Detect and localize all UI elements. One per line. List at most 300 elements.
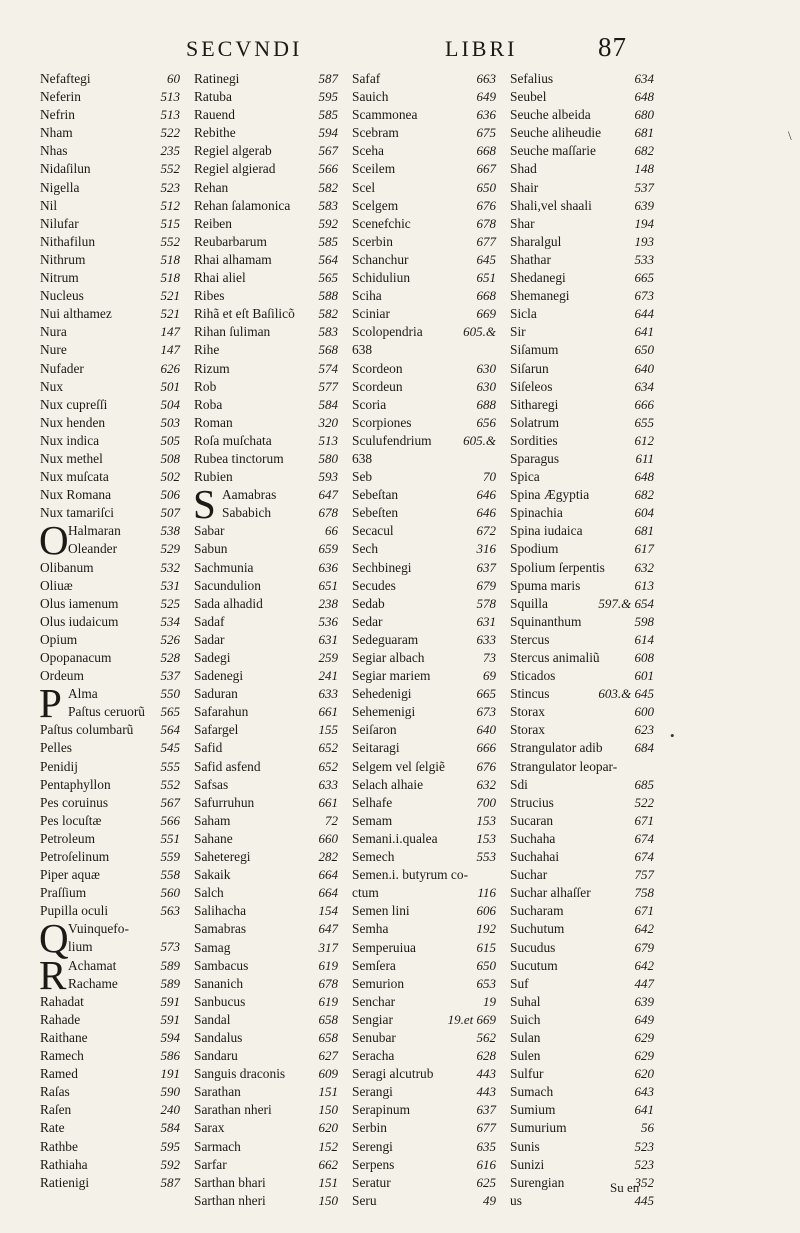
entry-page-ref: 757 [634,867,654,883]
index-entry [510,323,654,341]
entry-page-ref: 585 [318,233,338,249]
entry-page-ref: 671 [634,903,654,919]
entry-page-ref: 612 [634,432,654,448]
entry-page-ref: 584 [160,1120,180,1136]
entry-term: Sachmunia [194,559,254,575]
index-entry [352,360,496,378]
entry-term: Scelgem [352,197,399,213]
entry-page-ref: 147 [160,324,180,340]
entry-term: Suf [510,975,529,991]
catchword: Su en [610,1180,640,1195]
index-entry [352,993,496,1011]
entry-term: Nigella [40,179,80,195]
entry-term: Roſa muſchata [194,432,272,448]
entry-term: Sucudus [510,939,556,955]
entry-page-ref: 625 [476,1174,496,1190]
entry-term: Ratienigi [40,1174,90,1190]
index-entry [510,920,654,938]
index-entry [352,378,496,396]
entry-term: Spolium ſerpentis [510,559,605,575]
entry-page-ref: 522 [160,125,180,141]
entry-page-ref: 238 [318,595,338,611]
index-entry [40,179,180,197]
index-entry [40,468,180,486]
entry-page-ref: 603.& 645 [598,686,654,702]
entry-page-ref: 655 [634,414,654,430]
entry-page-ref: 153 [476,830,496,846]
entry-page-ref: 506 [160,487,180,503]
entry-page-ref: 600 [634,704,654,720]
running-head [0,32,800,68]
entry-term: Segiar mariem [352,668,431,684]
index-entry [510,975,654,993]
entry-term: Scoria [352,396,387,412]
entry-page-ref: 633 [476,631,496,647]
entry-page-ref: 613 [634,577,654,593]
entry-page-ref: 525 [160,595,180,611]
index-entry [194,414,338,432]
entry-term: Raſas [40,1084,70,1100]
entry-term: Sanbucus [194,993,246,1009]
entry-term: Semurion [352,975,405,991]
entry-page-ref: 660 [318,830,338,846]
entry-term: Schiduliun [352,270,411,286]
entry-term: Sauich [352,89,389,105]
index-entry [352,160,496,178]
entry-page-ref: 513 [160,107,180,123]
entry-page-ref: 601 [634,668,654,684]
index-entry [352,468,496,486]
entry-page-ref: 666 [476,740,496,756]
entry-term: Rihã et eſt Baſilicõ [194,306,295,322]
entry-term: Raſen [40,1102,72,1118]
entry-page-ref: 588 [318,288,338,304]
entry-page-ref: 615 [476,939,496,955]
entry-term: Olibanum [40,559,94,575]
index-entry [40,269,180,287]
entry-term: Seuche aliheudie [510,125,602,141]
index-entry [40,215,180,233]
entry-term: Sada alhadid [194,595,263,611]
index-entry-initial [39,680,180,727]
index-entry [510,540,654,558]
index-entry [352,667,496,685]
entry-term: Semſera [352,957,396,973]
entry-page-ref: 614 [634,631,654,647]
index-entry [510,450,654,468]
entry-page-ref: 605.& [463,432,496,448]
index-entry [194,957,338,975]
index-entry [510,866,654,884]
entry-page-ref: 553 [476,849,496,865]
entry-term: Serpens [352,1156,395,1172]
index-entry [194,794,338,812]
index-entry [510,1047,654,1065]
entry-term: Nux muſcata [40,469,109,485]
entry-term: Sucutum [510,957,558,973]
entry-page-ref: 150 [318,1102,338,1118]
entry-term: Nil [40,197,58,213]
index-entry [352,450,496,468]
entry-term: Sharalgul [510,233,562,249]
entry-term: Sengiar [352,1011,393,1027]
entry-term: Sordities [510,432,558,448]
entry-page-ref: 148 [634,161,654,177]
entry-term: Sparagus [510,450,560,466]
entry-term: Squilla [510,595,548,611]
entry-term: Sarthan nheri [194,1192,266,1208]
entry-page-ref: 589 [160,957,180,973]
entry-term: Strangulator adib [510,740,603,756]
drop-initial: Q [39,915,69,962]
entry-term: Sculufendrium [352,432,432,448]
entry-term: Nefaftegi [40,71,91,86]
entry-page-ref: 650 [476,179,496,195]
index-entry [352,830,496,848]
index-entry [194,1138,338,1156]
entry-term: Sech [352,541,379,557]
entry-page-ref: 504 [160,396,180,412]
entry-term: Reiben [194,215,232,231]
index-entry [352,1192,496,1210]
index-column-2 [194,70,338,1210]
index-entry [40,287,180,305]
entry-page-ref: 587 [160,1174,180,1190]
entry-page-ref: 656 [476,414,496,430]
entry-page-ref: 620 [634,1066,654,1082]
entry-page-ref: 152 [318,1138,338,1154]
entry-page-ref: 678 [318,505,338,521]
index-entry [40,631,180,649]
index-entry [510,721,654,739]
index-entry [510,522,654,540]
entry-page-ref: 608 [634,650,654,665]
entry-term: Semam [352,812,393,828]
index-entry [510,939,654,957]
entry-page-ref: 49 [483,1192,496,1208]
entry-term: Oliuæ [40,577,73,593]
index-entry [510,233,654,251]
index-entry [510,179,654,197]
index-entry [352,323,496,341]
index-entry [510,613,654,631]
index-entry [40,1101,180,1119]
index-entry [510,396,654,414]
entry-page-ref: 650 [476,957,496,973]
entry-term: Selgem vel ſelgiẽ [352,758,445,774]
entry-page-ref: 685 [634,776,654,792]
entry-term: Surengian [510,1174,565,1190]
entry-term: Rehan ſalamonica [194,197,291,213]
entry-term: Senchar [352,993,396,1009]
index-entry [352,179,496,197]
index-entry [352,432,496,450]
index-entry [194,197,338,215]
entry-page-ref: 663 [476,71,496,86]
entry-page-ref: 536 [318,613,338,629]
entry-term: Sarfar [194,1156,227,1172]
entry-term: Sadar [194,631,225,647]
entry-page-ref: 443 [476,1066,496,1082]
index-entry [352,975,496,993]
margin-mark: \ [788,128,792,143]
entry-page-ref: 627 [318,1048,338,1064]
entry-page-ref: 662 [318,1156,338,1172]
entry-term: Sehedenigi [352,686,412,702]
entry-page-ref: 642 [634,921,654,937]
entry-page-ref: 633 [318,686,338,702]
index-entry [40,812,180,830]
entry-term: Aamabras [222,487,277,503]
index-entry [510,1065,654,1083]
index-entry [352,1119,496,1137]
entry-term: Scenefchic [352,215,411,231]
index-entry [194,993,338,1011]
entry-page-ref: 631 [318,631,338,647]
index-entry [352,884,496,902]
index-entry-initial [39,517,180,564]
entry-term: Sahane [194,830,233,846]
index-entry [194,920,338,938]
entry-term: Olus iudaicum [40,613,119,629]
entry-page-ref: 641 [634,1102,654,1118]
entry-page-ref: 116 [477,885,496,901]
entry-term: Salch [194,885,224,901]
index-entry [352,649,496,667]
index-column-4 [510,70,654,1210]
entry-term: Suchaha [510,830,556,846]
entry-term: Strangulator leopar- [510,758,618,774]
entry-term: Nux indica [40,432,100,448]
index-entry [510,1011,654,1029]
entry-term: Sananich [194,975,244,991]
index-entry [40,486,180,504]
entry-page-ref: 72 [325,812,338,828]
entry-term: Seuche albeida [510,107,591,123]
entry-term: Nucleus [40,288,84,304]
index-entry [352,577,496,595]
entry-term: 638 [352,342,373,358]
entry-page-ref: 259 [318,650,338,665]
index-entry [352,414,496,432]
index-entry [510,468,654,486]
index-entry [40,378,180,396]
index-entry [510,504,654,522]
entry-page-ref: 681 [634,125,654,141]
index-entry [352,776,496,794]
index-entry [194,1119,338,1137]
entry-page-ref: 592 [160,1156,180,1172]
index-entry [40,233,180,251]
index-entry [510,812,654,830]
entry-term: Scorpiones [352,414,412,430]
entry-page-ref: 643 [634,1084,654,1100]
entry-page-ref: 645 [476,251,496,267]
entry-term: Opopanacum [40,650,112,665]
entry-term: Suchutum [510,921,565,937]
index-entry [194,522,338,540]
index-entry [194,1192,338,1210]
entry-term: Opium [40,631,78,647]
entry-term: us [510,1192,522,1208]
entry-term: Suich [510,1011,541,1027]
index-entry [40,1138,180,1156]
entry-page-ref: 672 [476,523,496,539]
index-entry [194,323,338,341]
entry-page-ref: 630 [476,378,496,394]
entry-page-ref: 513 [318,432,338,448]
index-entry [194,758,338,776]
index-entry [194,703,338,721]
index-entry [194,595,338,613]
index-entry [352,1047,496,1065]
entry-term: Squinanthum [510,613,582,629]
entry-page-ref: 593 [318,469,338,485]
index-entry [352,233,496,251]
entry-term: Sumurium [510,1120,567,1136]
entry-page-ref: 564 [318,251,338,267]
entry-term: Sacundulion [194,577,261,593]
entry-term: Serbin [352,1120,387,1136]
entry-term: Sababich [222,505,272,521]
entry-page-ref: 69 [483,668,496,684]
entry-term: Neferin [40,89,81,105]
entry-page-ref: 512 [160,197,180,213]
entry-page-ref: 658 [318,1011,338,1027]
index-entry [40,432,180,450]
entry-page-ref: 676 [476,758,496,774]
index-entry [40,106,180,124]
entry-term: Suchar [510,867,548,883]
entry-page-ref: 678 [318,975,338,991]
entry-term: Shathar [510,251,551,267]
entry-page-ref: 620 [318,1120,338,1136]
index-entry [510,1156,654,1174]
entry-page-ref: 153 [476,812,496,828]
entry-term: Secudes [352,577,396,593]
entry-page-ref: 151 [318,1174,338,1190]
index-entry [40,70,180,88]
entry-page-ref: 594 [160,1029,180,1045]
index-entry [352,1065,496,1083]
entry-page-ref: 639 [634,197,654,213]
entry-page-ref: 564 [160,722,180,738]
entry-term: Spica [510,469,540,485]
entry-page-ref: 668 [476,288,496,304]
entry-term: Reubarbarum [194,233,267,249]
entry-term: Strucius [510,794,554,810]
index-entry [352,504,496,522]
index-entry [194,179,338,197]
entry-term: Safargel [194,722,239,738]
entry-page-ref: 445 [634,1192,654,1208]
entry-page-ref: 147 [160,342,180,358]
entry-page-ref: 679 [476,577,496,593]
index-entry [352,269,496,287]
entry-term: Rathiaha [40,1156,88,1172]
entry-page-ref: 523 [160,179,180,195]
entry-page-ref: 674 [634,830,654,846]
entry-page-ref: 673 [476,704,496,720]
entry-term: Saduran [194,686,238,702]
index-entry [510,595,654,613]
entry-page-ref: 661 [318,794,338,810]
entry-term: Petroſelinum [40,849,110,865]
index-entry [194,540,338,558]
entry-page-ref: 317 [318,939,338,955]
entry-page-ref: 640 [476,722,496,738]
entry-page-ref: 591 [160,993,180,1009]
entry-page-ref: 567 [160,794,180,810]
entry-term: Nux Romana [40,487,112,503]
index-entry [40,88,180,106]
entry-page-ref: 700 [476,794,496,810]
index-entry [40,830,180,848]
index-entry [194,215,338,233]
entry-term: Saham [194,812,231,828]
index-entry [510,106,654,124]
index-entry [194,432,338,450]
entry-term: Alma [68,686,98,702]
entry-term: Serengi [352,1138,393,1154]
entry-term: Nui althamez [40,306,112,322]
index-entry [352,1101,496,1119]
entry-page-ref: 681 [634,523,654,539]
entry-page-ref: 636 [318,559,338,575]
entry-page-ref: 503 [160,414,180,430]
entry-page-ref: 680 [634,107,654,123]
entry-page-ref: 568 [318,342,338,358]
entry-term: Regiel algerab [194,143,272,159]
entry-term: Secacul [352,523,394,539]
entry-page-ref: 590 [160,1084,180,1100]
entry-term: Sefalius [510,71,554,86]
index-entry [352,902,496,920]
entry-page-ref: 653 [476,975,496,991]
entry-term: Pelles [40,740,72,756]
entry-page-ref: 586 [160,1048,180,1064]
entry-page-ref: 595 [160,1138,180,1154]
entry-page-ref: 583 [318,324,338,340]
entry-term: Sarathan [194,1084,241,1100]
index-entry [40,993,180,1011]
entry-page-ref: 550 [160,686,180,702]
entry-term: Siſamum [510,342,559,358]
entry-page-ref: 637 [476,559,496,575]
index-entry [194,902,338,920]
entry-term: Solatrum [510,414,560,430]
index-entry [352,287,496,305]
entry-page-ref: 70 [483,469,496,485]
entry-page-ref: 661 [318,704,338,720]
entry-term: Nure [40,342,67,358]
index-entry [40,1083,180,1101]
index-entry [194,776,338,794]
entry-page-ref: 666 [634,396,654,412]
entry-term: Ratinegi [194,71,240,86]
entry-term: Regiel algierad [194,161,276,177]
index-entry [194,884,338,902]
entry-page-ref: 582 [318,306,338,322]
entry-page-ref: 552 [160,776,180,792]
entry-page-ref: 529 [160,541,180,557]
index-entry [194,450,338,468]
entry-page-ref: 598 [634,613,654,629]
index-entry [352,920,496,938]
entry-term: Sandalus [194,1029,243,1045]
entry-page-ref: 545 [160,740,180,756]
entry-page-ref: 538 [160,523,180,539]
